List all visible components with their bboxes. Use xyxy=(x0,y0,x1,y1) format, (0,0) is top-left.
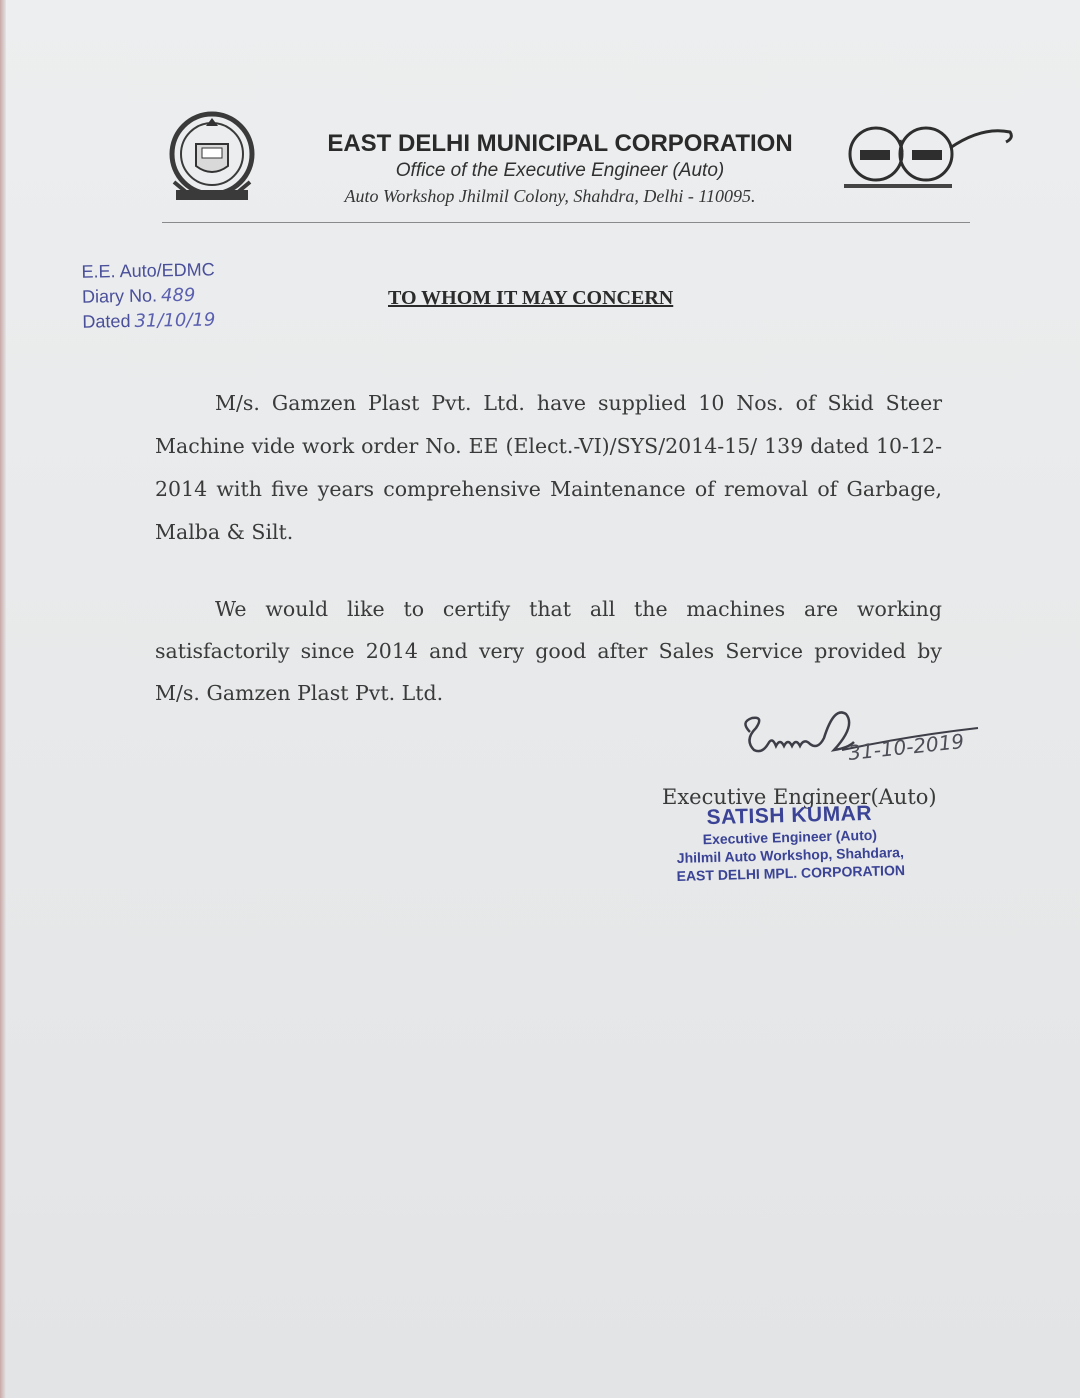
office-name: Office of the Executive Engineer (Auto) xyxy=(395,160,725,181)
official-seal xyxy=(659,801,921,886)
body-paragraph-1: M/s. Gamzen Plast Pvt. Ltd. have supplied 10 Nos. of Skid Steer Machine vide work order No. EE (Elect.-VI)/SYS/2014-15/ 139 dated 10-12-2014 with five years comprehensive Maintenance of removal of Garbage, Malba & Silt. xyxy=(155,391,942,544)
stamp-office: E.E. Auto/EDMC xyxy=(81,259,215,282)
stamp-dated-label: Dated xyxy=(82,310,131,332)
header-divider xyxy=(162,222,970,223)
edmc-emblem-icon xyxy=(166,104,258,210)
stamp-dated-row xyxy=(82,306,282,334)
stamp-dated-value: 31/10/19 xyxy=(134,309,216,332)
stamp-diary-label: Diary No. xyxy=(81,285,158,307)
letter-heading: TO WHOM IT MAY CONCERN xyxy=(388,287,674,309)
paper-edge xyxy=(0,0,6,1398)
organization-name: EAST DELHI MUNICIPAL CORPORATION xyxy=(327,130,793,157)
diary-stamp xyxy=(81,256,282,334)
signatory-designation: Executive Engineer(Auto) xyxy=(662,785,937,809)
seal-corporation: EAST DELHI MPL. CORPORATION xyxy=(676,862,906,884)
seal-name: SATISH KUMAR xyxy=(706,801,873,830)
body-paragraph-2: We would like to certify that all the machines are working satisfactorily since 2014 and very good after Sales Service provided by M/s. Gamzen Plast Pvt. Ltd. xyxy=(155,597,942,705)
stamp-diary-number: 489 xyxy=(160,284,196,307)
office-address: Auto Workshop Jhilmil Colony, Shahdra, Delhi - 110095. xyxy=(344,186,756,206)
seal-workshop: Jhilmil Auto Workshop, Shahdara, xyxy=(676,844,905,866)
stamp-diary-row xyxy=(82,281,282,309)
swachh-bharat-icon xyxy=(842,118,1014,198)
seal-designation: Executive Engineer (Auto) xyxy=(702,826,878,848)
signature-date: 31-10-2019 xyxy=(847,728,966,766)
